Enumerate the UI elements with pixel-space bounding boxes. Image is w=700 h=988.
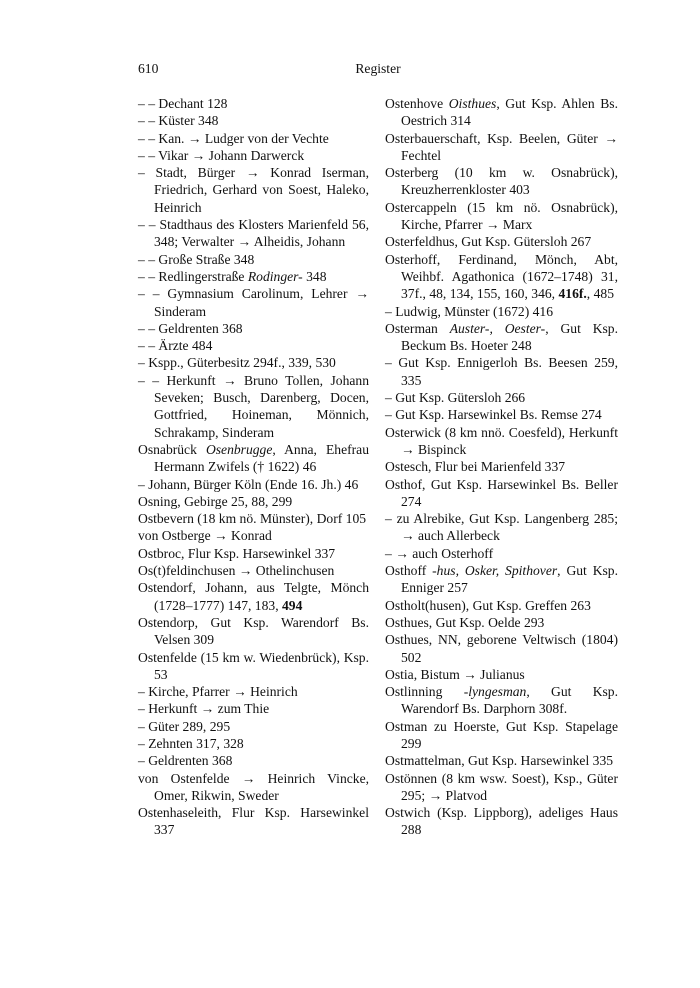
index-entry: Ostia, Bistum → Julianus	[385, 666, 525, 682]
index-entry: Ostwich (Ksp. Lippborg), adeliges Haus 288	[385, 805, 618, 838]
index-entry: – – Ärzte 484	[138, 338, 213, 354]
index-entry: – – Dechant 128	[138, 96, 228, 111]
index-entry: Ostlinning -lyngesman, Gut Ksp. Warendorf Bs. Darphorn 308f.	[385, 684, 618, 717]
index-entry: Ostönnen (8 km wsw. Soest), Ksp., Güter 295; → Platvod	[385, 770, 618, 803]
index-entry: Ostercappeln (15 km nö. Osnabrück), Kirche, Pfarrer → Marx	[385, 199, 618, 233]
index-entry: Osthues, NN, geborene Veltwisch (1804) 502	[385, 632, 618, 665]
index-entry: Osterbauerschaft, Ksp. Beelen, Güter → Fechtel	[385, 130, 618, 163]
index-column-right	[385, 95, 618, 839]
index-entry: Osnabrück Osenbrugge, Anna, Ehefrau Hermann Zwifels († 1622) 46	[138, 441, 369, 475]
index-entry: – – Küster 348	[138, 113, 219, 129]
running-head: Register	[355, 61, 401, 76]
index-entry: Osthues, Gut Ksp. Oelde 293	[385, 614, 545, 630]
index-entry: Ostesch, Flur bei Marienfeld 337	[385, 459, 566, 475]
index-entry: – Güter 289, 295	[138, 718, 231, 734]
index-entry: – Gut Ksp. Harsewinkel Bs. Remse 274	[385, 407, 602, 423]
index-entry: Ostmattelman, Gut Ksp. Harsewinkel 335	[385, 753, 614, 769]
index-entry: Ostenfelde (15 km w. Wiedenbrück), Ksp. 53	[138, 649, 369, 682]
index-entry: Osthoff -hus, Osker, Spithover, Gut Ksp. Enniger 257	[385, 563, 619, 596]
index-entry: Osterwick (8 km nnö. Coesfeld), Herkunft → Bispinck	[385, 424, 618, 457]
index-entry: von Ostberge → Konrad	[138, 528, 272, 544]
index-entry: Ostendorp, Gut Ksp. Warendorf Bs. Velsen 309	[138, 614, 369, 648]
index-entry: Osterfeldhus, Gut Ksp. Gütersloh 267	[385, 234, 592, 250]
index-entry: Os(t)feldinchusen → Othelinchusen	[138, 563, 335, 579]
index-entry: Ostbevern (18 km nö. Münster), Dorf 105	[138, 511, 367, 527]
index-entry: – Johann, Bürger Köln (Ende 16. Jh.) 46	[138, 476, 359, 492]
index-entry: Osterhoff, Ferdinand, Mönch, Abt, Weihbf. Agathonica (1672–1748) 31, 37f., 48, 134, 155, 160, 346, 416f., 485	[385, 251, 618, 302]
index-entry: Ostenhove Oisthues, Gut Ksp. Ahlen Bs. Oestrich 314	[385, 96, 618, 129]
index-entry: Ostendorf, Johann, aus Telgte, Mönch (1728–1777) 147, 183, 494	[138, 580, 369, 613]
index-column-left	[138, 95, 369, 839]
index-entry: Osning, Gebirge 25, 88, 299	[138, 493, 293, 509]
index-entry: von Ostenfelde → Heinrich Vincke, Omer, Rikwin, Sweder	[138, 770, 369, 803]
index-entry: Osterman Auster-, Oester-, Gut Ksp. Beckum Bs. Hoeter 248	[385, 320, 618, 354]
index-entry: – – Geldrenten 368	[138, 320, 243, 336]
index-entry: – Geldrenten 368	[138, 753, 233, 769]
index-entry: Osterberg (10 km w. Osnabrück), Kreuzherrenkloster 403	[385, 165, 618, 198]
index-entry: – Gut Ksp. Gütersloh 266	[385, 390, 526, 406]
index-entry: – → auch Osterhoff	[385, 545, 494, 561]
index-entry: – – Redlingerstraße Rodinger- 348	[138, 268, 327, 284]
index-entry: – Herkunft → zum Thie	[138, 701, 270, 717]
index-entry: – zu Alrebike, Gut Ksp. Langenberg 285; → auch Allerbeck	[385, 511, 618, 544]
index-entry: – Kirche, Pfarrer → Heinrich	[138, 684, 298, 700]
index-entry: – – Große Straße 348	[138, 251, 255, 267]
page-header	[138, 61, 618, 81]
index-entry: Ostenhaseleith, Flur Ksp. Harsewinkel 337	[138, 805, 369, 838]
index-entry: Osthof, Gut Ksp. Harsewinkel Bs. Beller 274	[385, 476, 618, 509]
index-entry: – Stadt, Bürger → Konrad Iserman, Friedrich, Gerhard von Soest, Haleko, Heinrich	[138, 165, 369, 215]
index-entry: Ostman zu Hoerste, Gut Ksp. Stapelage 299	[385, 718, 618, 751]
index-entry: – – Kan. → Ludger von der Vechte	[138, 130, 329, 146]
page-number: 610	[138, 61, 159, 76]
index-entry: – – Stadthaus des Klosters Marienfeld 56, 348; Verwalter → Alheidis, Johann	[138, 217, 369, 250]
index-entry: – Ludwig, Münster (1672) 416	[385, 303, 554, 319]
index-entry: – Kspp., Güterbesitz 294f., 339, 530	[138, 355, 336, 371]
index-entry: – Zehnten 317, 328	[138, 735, 244, 751]
index-entry: – – Gymnasium Carolinum, Lehrer → Sinderam	[138, 286, 369, 319]
index-entry: – – Vikar → Johann Darwerck	[138, 147, 305, 163]
index-entry: – – Herkunft → Bruno Tollen, Johann Seveken; Busch, Darenberg, Docen, Gottfried, Hoineman, Mönnich, Schrakamp, Sinderam	[138, 372, 369, 440]
index-entry: – Gut Ksp. Ennigerloh Bs. Beesen 259, 335	[385, 355, 618, 388]
index-entry: Ostholt(husen), Gut Ksp. Greffen 263	[385, 597, 591, 613]
index-entry: Ostbroc, Flur Ksp. Harsewinkel 337	[138, 545, 336, 561]
